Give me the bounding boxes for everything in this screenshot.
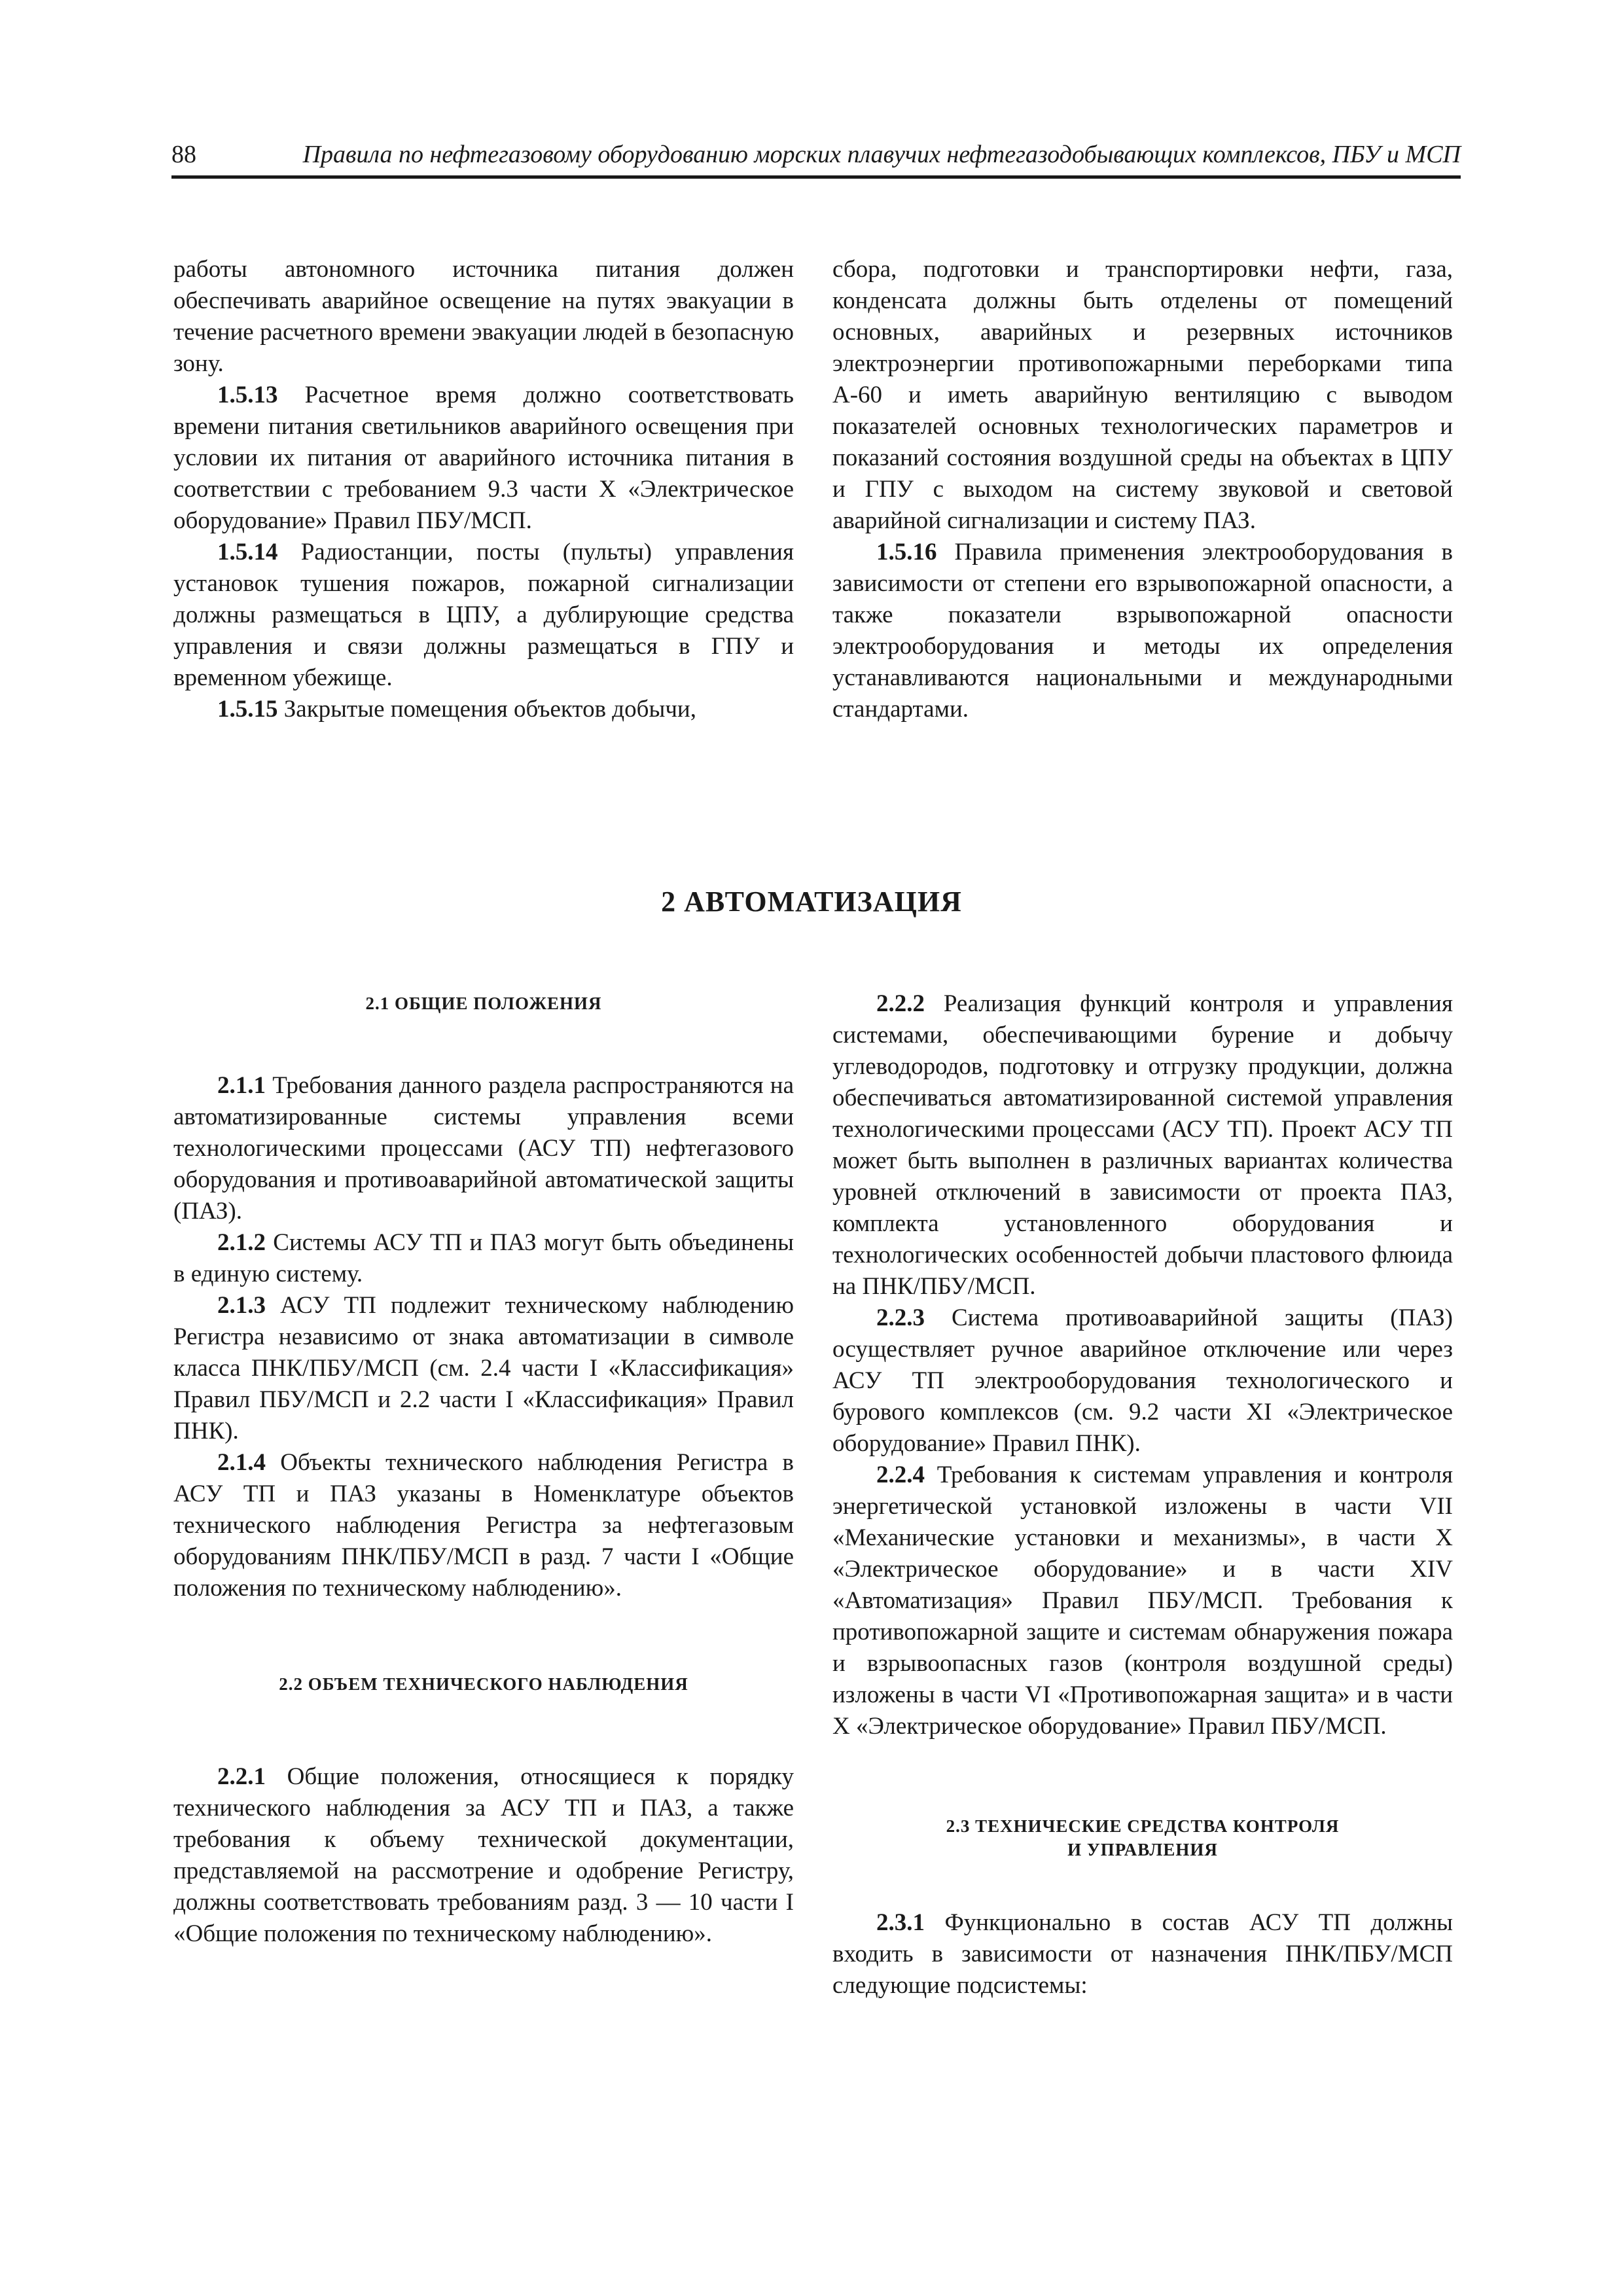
paragraph-2-1-4 — [173, 1447, 794, 1604]
clause-number: 2.2.3 — [876, 1304, 925, 1331]
paragraph: сбора, подготовки и транспортировки нефти, газа, конденсата должны быть отделены от помещений основных, аварийных и резервных источников электроэнергии противопожарными переборками типа А-60 и иметь аварийную вентиляцию с выводом показателей основных технологических параметров и показаний состояния воздушной среды на объектах в ЦПУ и ГПУ с выходом на систему звуковой и световой аварийной сигнализации и систему ПАЗ. — [832, 256, 1453, 534]
paragraph-1-5-14 — [173, 537, 794, 694]
paragraph-2-3-1 — [832, 1907, 1453, 2001]
clause-number: 2.1.3 — [217, 1292, 266, 1319]
clause-text: Реализация функций контроля и управления системами, обеспечивающими бурение и добычу углеводородов, подготовку и отгрузку продукции, должна обеспечиваться автоматизированной системой управления технологическими процессами (АСУ ТП). Проект АСУ ТП может быть выполнен в различных вариантах количества уровней отключений в зависимости от проекта ПАЗ, комплекта установленного оборудования и технологических особенностей добычи пластового флюида на ПНК/ПБУ/МСП. — [832, 990, 1453, 1300]
clause-number: 2.1.2 — [217, 1229, 266, 1256]
clause-text: Радиостанции, посты (пульты) управления установок тушения пожаров, пожарной сигнализации должны размещаться в ЦПУ, а дублирующие средства управления и связи должны размещаться в ГПУ и временном убежище. — [173, 539, 794, 691]
paragraph-2-1-1 — [173, 1070, 794, 1227]
clause-number: 2.2.4 — [876, 1462, 925, 1488]
clause-number: 2.1.4 — [217, 1449, 266, 1476]
paragraph-2-2-1 — [173, 1761, 794, 1950]
clause-number: 2.2.1 — [217, 1763, 266, 1790]
clause-text: Системы АСУ ТП и ПАЗ могут быть объединены в единую систему. — [173, 1229, 794, 1287]
running-title: Правила по нефтегазовому оборудованию морских плавучих нефтегазодобывающих комплексов, ПБУ и МСП — [302, 141, 1461, 168]
clause-text: Общие положения, относящиеся к порядку технического наблюдения за АСУ ТП и ПАЗ, а также требования к объему технической документации, представляемой на рассмотрение и одобрение Регистру, должны соответствовать требованиям разд. 3 — 10 части I «Общие положения по техническому наблюдению». — [173, 1763, 794, 1947]
clause-text: Система противоаварийной защиты (ПАЗ) осуществляет ручное аварийное отключение или через АСУ ТП электрооборудования технологического и бурового комплексов (см. 9.2 части XI «Электрическое оборудование» Правил ПНК). — [832, 1304, 1453, 1457]
clause-number: 1.5.14 — [217, 539, 278, 565]
heading-line: 2.3 ТЕХНИЧЕСКИЕ СРЕДСТВА КОНТРОЛЯ — [946, 1816, 1340, 1836]
clause-number: 2.1.1 — [217, 1072, 266, 1099]
clause-text: АСУ ТП подлежит техническому наблюдению Регистра независимо от знака автоматизации в символе класса ПНК/ПБУ/МСП (см. 2.4 части I «Классификация» Правил ПБУ/МСП и 2.2 части I «Классификация» Правил ПНК). — [173, 1292, 794, 1444]
paragraph-2-1-3 — [173, 1290, 794, 1447]
paragraph-2-2-2 — [832, 988, 1453, 1302]
clause-text: Закрытые помещения объектов добычи, — [277, 696, 696, 723]
top-right-column — [832, 254, 1453, 725]
section-heading-2-3 — [832, 1814, 1453, 1861]
paragraph-1-5-15 — [173, 694, 794, 725]
bottom-left-column — [173, 988, 794, 1950]
clause-text: Функционально в состав АСУ ТП должны входить в зависимости от назначения ПНК/ПБУ/МСП следующие подсистемы: — [832, 1909, 1453, 1999]
page-number: 88 — [171, 141, 196, 168]
paragraph-2-2-3 — [832, 1302, 1453, 1460]
paragraph-1-5-16 — [832, 537, 1453, 725]
paragraph-2-1-2 — [173, 1227, 794, 1290]
clause-number: 2.3.1 — [876, 1909, 925, 1936]
clause-number: 2.2.2 — [876, 990, 925, 1017]
paragraph: работы автономного источника питания должен обеспечивать аварийное освещение на путях эвакуации в течение расчетного времени эвакуации людей в безопасную зону. — [173, 256, 794, 377]
clause-text: Объекты технического наблюдения Регистра в АСУ ТП и ПАЗ указаны в Номенклатуре объектов технического наблюдения Регистра за нефтегазовым оборудованиям ПНК/ПБУ/МСП в разд. 7 части I «Общие положения по техническому наблюдению». — [173, 1449, 794, 1602]
heading-line: И УПРАВЛЕНИЯ — [1067, 1840, 1218, 1859]
clause-text: Требования к системам управления и контроля энергетической установкой изложены в части VII «Механические установки и механизмы», в части X «Электрическое оборудование» и в части XIV «Автоматизация» Правил ПБУ/МСП. Требования к противопожарной защите и системам обнаружения пожара и взрывоопасных газов (контроля воздушной среды) изложены в части VI «Противопожарная защита» и в части X «Электрическое оборудование» Правил ПБУ/МСП. — [832, 1462, 1453, 1740]
paragraph-2-2-4 — [832, 1460, 1453, 1742]
bottom-right-column — [832, 988, 1453, 2001]
clause-number: 1.5.13 — [217, 382, 278, 408]
section-heading-2-2: 2.2 ОБЪЕМ ТЕХНИЧЕСКОГО НАБЛЮДЕНИЯ — [279, 1674, 688, 1694]
paragraph-1-5-13 — [173, 380, 794, 537]
top-left-column — [173, 254, 794, 725]
clause-text: Расчетное время должно соответствовать времени питания светильников аварийного освещения при условии их питания от аварийного источника питания в соответствии с требованием 9.3 части X «Электрическое оборудование» Правил ПБУ/МСП. — [173, 382, 794, 534]
clause-text: Требования данного раздела распространяются на автоматизированные системы управления всеми технологическими процессами (АСУ ТП) нефтегазового оборудования и противоаварийной автоматической защиты (ПАЗ). — [173, 1072, 794, 1225]
clause-number: 1.5.16 — [876, 539, 937, 565]
section-heading-2-1: 2.1 ОБЩИЕ ПОЛОЖЕНИЯ — [365, 994, 602, 1013]
header-rule — [171, 175, 1461, 179]
clause-number: 1.5.15 — [217, 696, 278, 723]
clause-text: Правила применения электрооборудования в зависимости от степени его взрывопожарной опасности, а также показатели взрывопожарной опасности электрооборудования и методы их определения устанавливаются национальными и международными стандартами. — [832, 539, 1453, 723]
chapter-title: 2 АВТОМАТИЗАЦИЯ — [661, 886, 962, 918]
